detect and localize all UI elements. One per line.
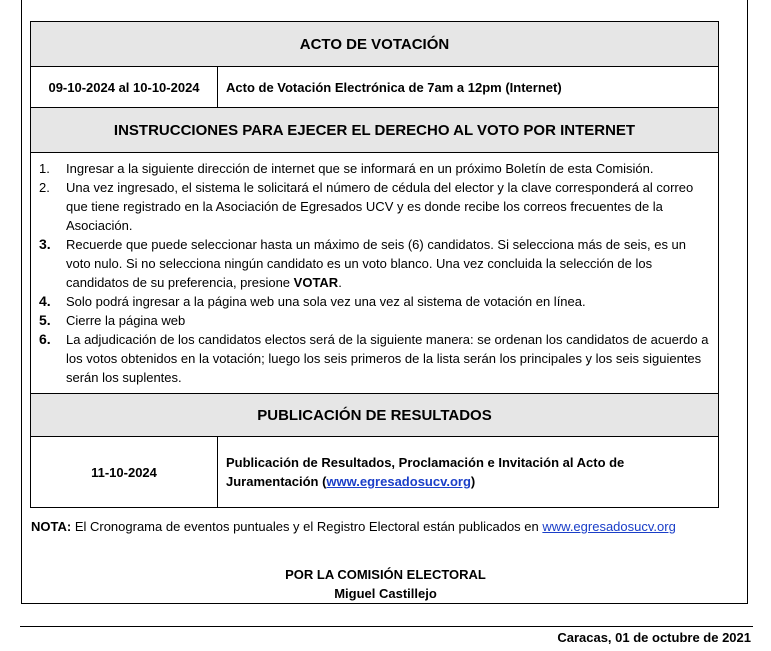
instruction-text: Recuerde que puede seleccionar hasta un máximo de seis (6) candidatos. Si selecciona más de seis, es un voto nulo. Si no selecciona ningún candidato es un voto blanco. Una vez concluida la selección de los candidatos de su preferencia, presione VOTAR. xyxy=(66,237,687,290)
results-description: Publicación de Resultados, Proclamación e Invitación al Acto de Juramentación (www.egresadosucv.org) xyxy=(218,437,719,508)
votar-keyword: VOTAR xyxy=(293,275,339,290)
signature-committee: POR LA COMISIÓN ELECTORAL xyxy=(285,567,486,582)
footer-divider xyxy=(20,626,753,627)
instruction-item xyxy=(37,292,710,311)
results-date: 11-10-2024 xyxy=(31,437,218,508)
instructions-section-title: INSTRUCCIONES PARA EJECER EL DERECHO AL VOTO POR INTERNET xyxy=(31,108,719,153)
note-website-link[interactable]: www.egresadosucv.org xyxy=(542,519,676,534)
results-website-link[interactable]: www.egresadosucv.org xyxy=(326,474,471,489)
signature-name: Miguel Castillejo xyxy=(334,586,437,601)
instruction-item xyxy=(37,159,710,178)
note xyxy=(31,519,676,534)
results-section-title: PUBLICACIÓN DE RESULTADOS xyxy=(31,394,719,437)
instruction-item xyxy=(37,311,710,330)
voting-section-title: ACTO DE VOTACIÓN xyxy=(31,22,719,67)
note-label: NOTA: xyxy=(31,519,72,534)
instruction-number: 5. xyxy=(39,312,51,328)
schedule-table xyxy=(30,21,719,508)
instruction-number: 2. xyxy=(39,180,50,195)
instruction-item xyxy=(37,178,710,235)
instruction-number: 1. xyxy=(39,161,50,176)
instruction-item xyxy=(37,235,710,292)
instruction-number: 3. xyxy=(39,236,51,252)
instruction-text: Cierre la página web xyxy=(66,313,186,328)
instruction-text: Ingresar a la siguiente dirección de internet que se informará en un próximo Boletín de esta Comisión. xyxy=(66,161,654,176)
instructions-body xyxy=(31,153,719,394)
instruction-item xyxy=(37,330,710,387)
voting-description: Acto de Votación Electrónica de 7am a 12pm (Internet) xyxy=(218,67,719,108)
instruction-text: Solo podrá ingresar a la página web una sola vez una vez al sistema de votación en línea. xyxy=(66,294,586,309)
footer-place-date: Caracas, 01 de octubre de 2021 xyxy=(557,630,751,645)
voting-date-range: 09-10-2024 al 10-10-2024 xyxy=(31,67,218,108)
instruction-text: Una vez ingresado, el sistema le solicitará el número de cédula del elector y la clave corresponderá al correo que tiene registrado en la Asociación de Egresados UCV y es donde recibe los correos frecuentes de la Asociación. xyxy=(66,180,694,233)
instructions-list xyxy=(37,159,710,387)
note-text: El Cronograma de eventos puntuales y el Registro Electoral están publicados en xyxy=(71,519,543,534)
instruction-number: 6. xyxy=(39,331,51,347)
instruction-number: 4. xyxy=(39,293,51,309)
instruction-text: La adjudicación de los candidatos electos será de la siguiente manera: se ordenan los candidatos de acuerdo a los votos obtenidos en la votación; luego los seis primeros de la lista serán los principales y los seis siguientes serán los suplentes. xyxy=(66,332,709,385)
